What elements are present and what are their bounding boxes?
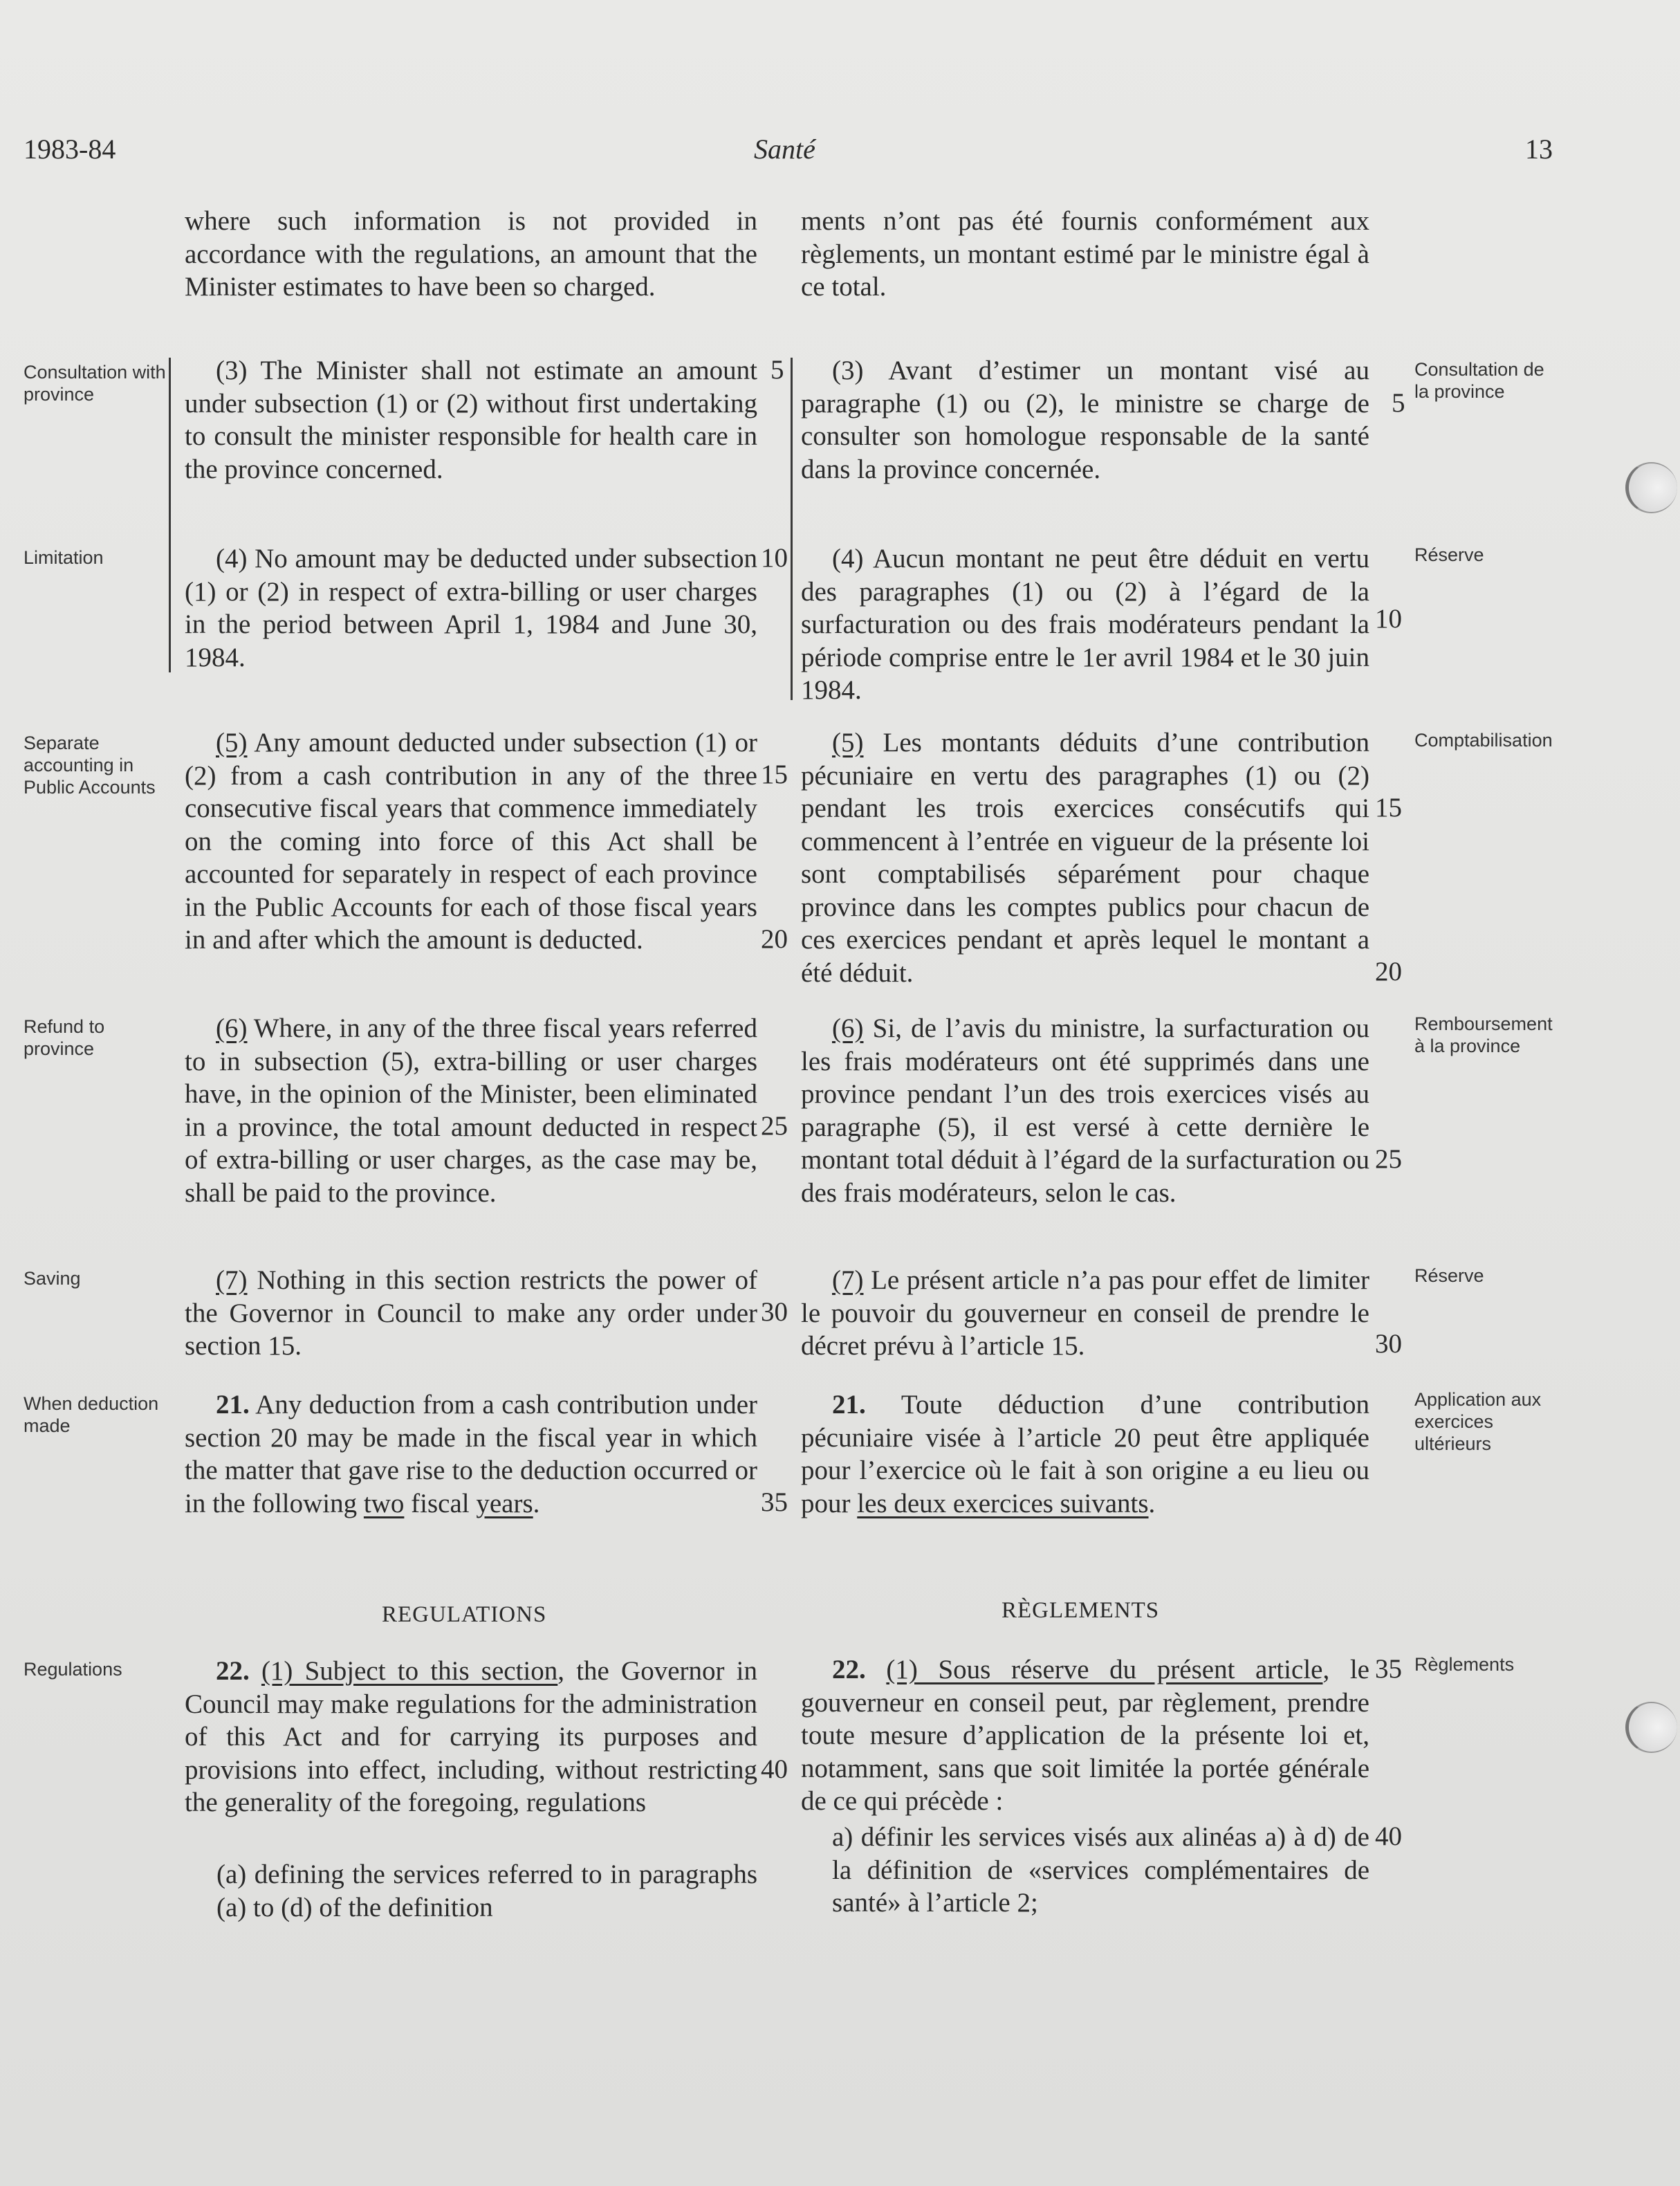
en-section-22-amended-phrase: (1) Subject to this section [261, 1656, 558, 1686]
fr-subsection-5 [801, 726, 1369, 989]
line-number: 5 [770, 355, 784, 385]
en-subsection-7-number: (7) [216, 1265, 248, 1295]
punch-hole-icon [1625, 462, 1677, 513]
line-number: 35 [761, 1487, 788, 1517]
line-number: 40 [1375, 1821, 1402, 1851]
line-number: 20 [761, 924, 788, 954]
fr-subsection-5-text: Les montants déduits d’une contribution pécuniaire en vertu des paragraphes (1) ou (2) pendant les trois exercices consécutifs qui commencent à l’entrée en vigueur de la présente loi sont comptabilisés séparément pour chaque province dans les comptes publics pour chacun de ces exercices pendant et après lequel le montant a été déduit. [801, 728, 1369, 988]
margin-note-left: Regulations [24, 1659, 122, 1680]
line-number: 10 [1375, 604, 1402, 634]
margin-note-left: Limitation [24, 547, 104, 568]
en-subsection-5-text: Any amount deducted under subsection (1) or (2) from a cash contribution in any of the three consecutive fiscal years that commence immediately on the coming into force of this Act shall be accounted for separately in respect of each province in the Public Accounts for each of those fiscal years in and after which the amount is deducted. [185, 728, 757, 955]
fr-subsection-6-number: (6) [832, 1013, 864, 1043]
line-number: 15 [1375, 793, 1402, 823]
en-section-21-text: Any deduction from a cash contribution under section 20 may be made in the fiscal year in which the matter that gave rise to the deduction occurred or in the following [185, 1390, 757, 1518]
fr-subsection-7-text: Le présent article n’a pas pour effet de limiter le pouvoir du gouverneur en conseil de prendre le décret prévu à l’article 15. [801, 1265, 1369, 1361]
line-number: 30 [1375, 1329, 1402, 1359]
fr-subsection-4: (4) Aucun montant ne peut être déduit en vertu des paragraphes (1) ou (2) à l’égard de la surfacturation ou des frais modérateurs pendant la période comprise entre le 1er avril 1984 et le 30 juin 1984. [801, 544, 1369, 705]
line-number: 25 [761, 1111, 788, 1141]
en-paragraph-continued: where such information is not provided in accordance with the regulations, an amount that the Minister estimates to have been so charged. [185, 206, 757, 302]
fr-paragraph-22a: a) définir les services visés aux alinéas a) à d) de la définition de «services complémentaires de santé» à l’article 2; [832, 1822, 1369, 1918]
en-section-21-number: 21. [216, 1390, 250, 1420]
en-subsection-3: (3) The Minister shall not estimate an amount under subsection (1) or (2) without first undertaking to consult the minister responsible for health care in the province concerned. [185, 356, 757, 484]
en-section-21-amended-word: years [476, 1488, 533, 1518]
margin-note-right: Consultation de la province [1414, 359, 1544, 402]
fr-subsection-7 [801, 1264, 1369, 1363]
line-number: 25 [1375, 1144, 1402, 1174]
fr-section-21 [801, 1388, 1369, 1520]
line-number: 10 [761, 543, 788, 573]
en-subsection-6 [185, 1012, 757, 1209]
fr-heading-reglements: RÈGLEMENTS [1001, 1598, 1160, 1623]
en-section-21 [185, 1388, 757, 1520]
line-number: 35 [1375, 1654, 1402, 1684]
en-section-21-text: . [533, 1488, 540, 1518]
change-bar-center [791, 358, 793, 700]
fr-section-22-amended-phrase: (1) Sous réserve du présent article [886, 1655, 1323, 1684]
en-subsection-4: (4) No amount may be deducted under subsection (1) or (2) in respect of extra-billing or user charges in the period between April 1, 1984 and June 30, 1984. [185, 544, 757, 672]
header-page-number: 13 [1525, 134, 1553, 165]
margin-note-right: Application aux exercices ultérieurs [1414, 1389, 1542, 1454]
change-bar-left [169, 358, 171, 672]
en-subsection-6-number: (6) [216, 1013, 248, 1043]
margin-note-right: Remboursement à la province [1414, 1013, 1553, 1056]
margin-note-right: Réserve [1414, 1265, 1484, 1286]
en-paragraph-22a: (a) defining the services referred to in paragraphs (a) to (d) of the definition [216, 1859, 757, 1922]
en-subsection-5-number: (5) [216, 728, 248, 757]
en-section-21-text: fiscal [404, 1488, 477, 1518]
margin-note-left: Separate accounting in Public Accounts [24, 733, 156, 798]
en-section-22-number: 22. [216, 1656, 250, 1686]
fr-section-22-text: , le gouverneur en conseil peut, par règlement, prendre toute mesure d’application de la présente loi et, notamment, sans que soit limitée la portée générale de ce qui précède : [801, 1655, 1369, 1816]
header-title: Santé [754, 134, 815, 165]
en-subsection-7 [185, 1264, 757, 1363]
en-section-22 [185, 1655, 757, 1819]
header-year: 1983-84 [24, 134, 116, 165]
en-heading-regulations: REGULATIONS [382, 1602, 547, 1627]
line-number: 15 [761, 760, 788, 789]
margin-note-right: Comptabilisation [1414, 730, 1553, 751]
margin-note-left: Refund to province [24, 1016, 105, 1059]
line-number: 5 [1392, 388, 1405, 418]
fr-subsection-6-text: Si, de l’avis du ministre, la surfacturation ou les frais modérateurs ont été supprimés dans une province pendant l’un des trois exercices visés au paragraphe (5), il est versé à cette dernière le montant total déduit à l’égard de la surfacturation ou des frais modérateurs, selon le cas. [801, 1013, 1369, 1208]
punch-hole-icon [1625, 1702, 1677, 1753]
en-subsection-6-text: Where, in any of the three fiscal years referred to in subsection (5), extra-billing or user charges have, in the opinion of the Minister, been eliminated in a province, the total amount deducted in respect of extra-billing or user charges, as the case may be, shall be paid to the province. [185, 1013, 757, 1208]
en-section-21-amended-word: two [363, 1488, 405, 1518]
fr-subsection-6 [801, 1012, 1369, 1209]
line-number: 20 [1375, 957, 1402, 986]
margin-note-left: Saving [24, 1268, 81, 1289]
line-number: 40 [761, 1754, 788, 1784]
margin-note-right: Règlements [1414, 1654, 1515, 1675]
margin-note-left: When deduction made [24, 1393, 159, 1436]
fr-subsection-7-number: (7) [832, 1265, 864, 1295]
margin-note-left: Consultation with province [24, 362, 166, 405]
fr-section-21-text: Toute déduction d’une contribution pécuniaire visée à l’article 20 peut être appliquée pour l’exercice où le fait à son origine a eu lieu ou pour [801, 1390, 1369, 1518]
line-number: 30 [761, 1297, 788, 1327]
fr-section-22 [801, 1653, 1369, 1818]
en-subsection-7-text: Nothing in this section restricts the power of the Governor in Council to make any order under section 15. [185, 1265, 757, 1361]
fr-section-21-amended-phrase: les deux exercices suivants [857, 1488, 1149, 1518]
en-subsection-5 [185, 726, 757, 957]
fr-subsection-5-number: (5) [832, 728, 864, 757]
fr-subsection-3: (3) Avant d’estimer un montant visé au paragraphe (1) ou (2), le ministre se charge de consulter son homologue responsable de la santé dans la province concernée. [801, 356, 1369, 484]
fr-section-22-number: 22. [832, 1655, 866, 1684]
fr-paragraph-continued: ments n’ont pas été fournis conformément aux règlements, un montant estimé par le ministre égal à ce total. [801, 206, 1369, 302]
fr-section-21-number: 21. [832, 1390, 866, 1420]
margin-note-right: Réserve [1414, 544, 1484, 565]
fr-section-21-text: . [1148, 1488, 1156, 1518]
en-section-22-text: , the Governor in Council may make regulations for the administration of this Act and for carrying its purposes and provisions into effect, including, without restricting the generality of the foregoing, regulations [185, 1656, 758, 1817]
